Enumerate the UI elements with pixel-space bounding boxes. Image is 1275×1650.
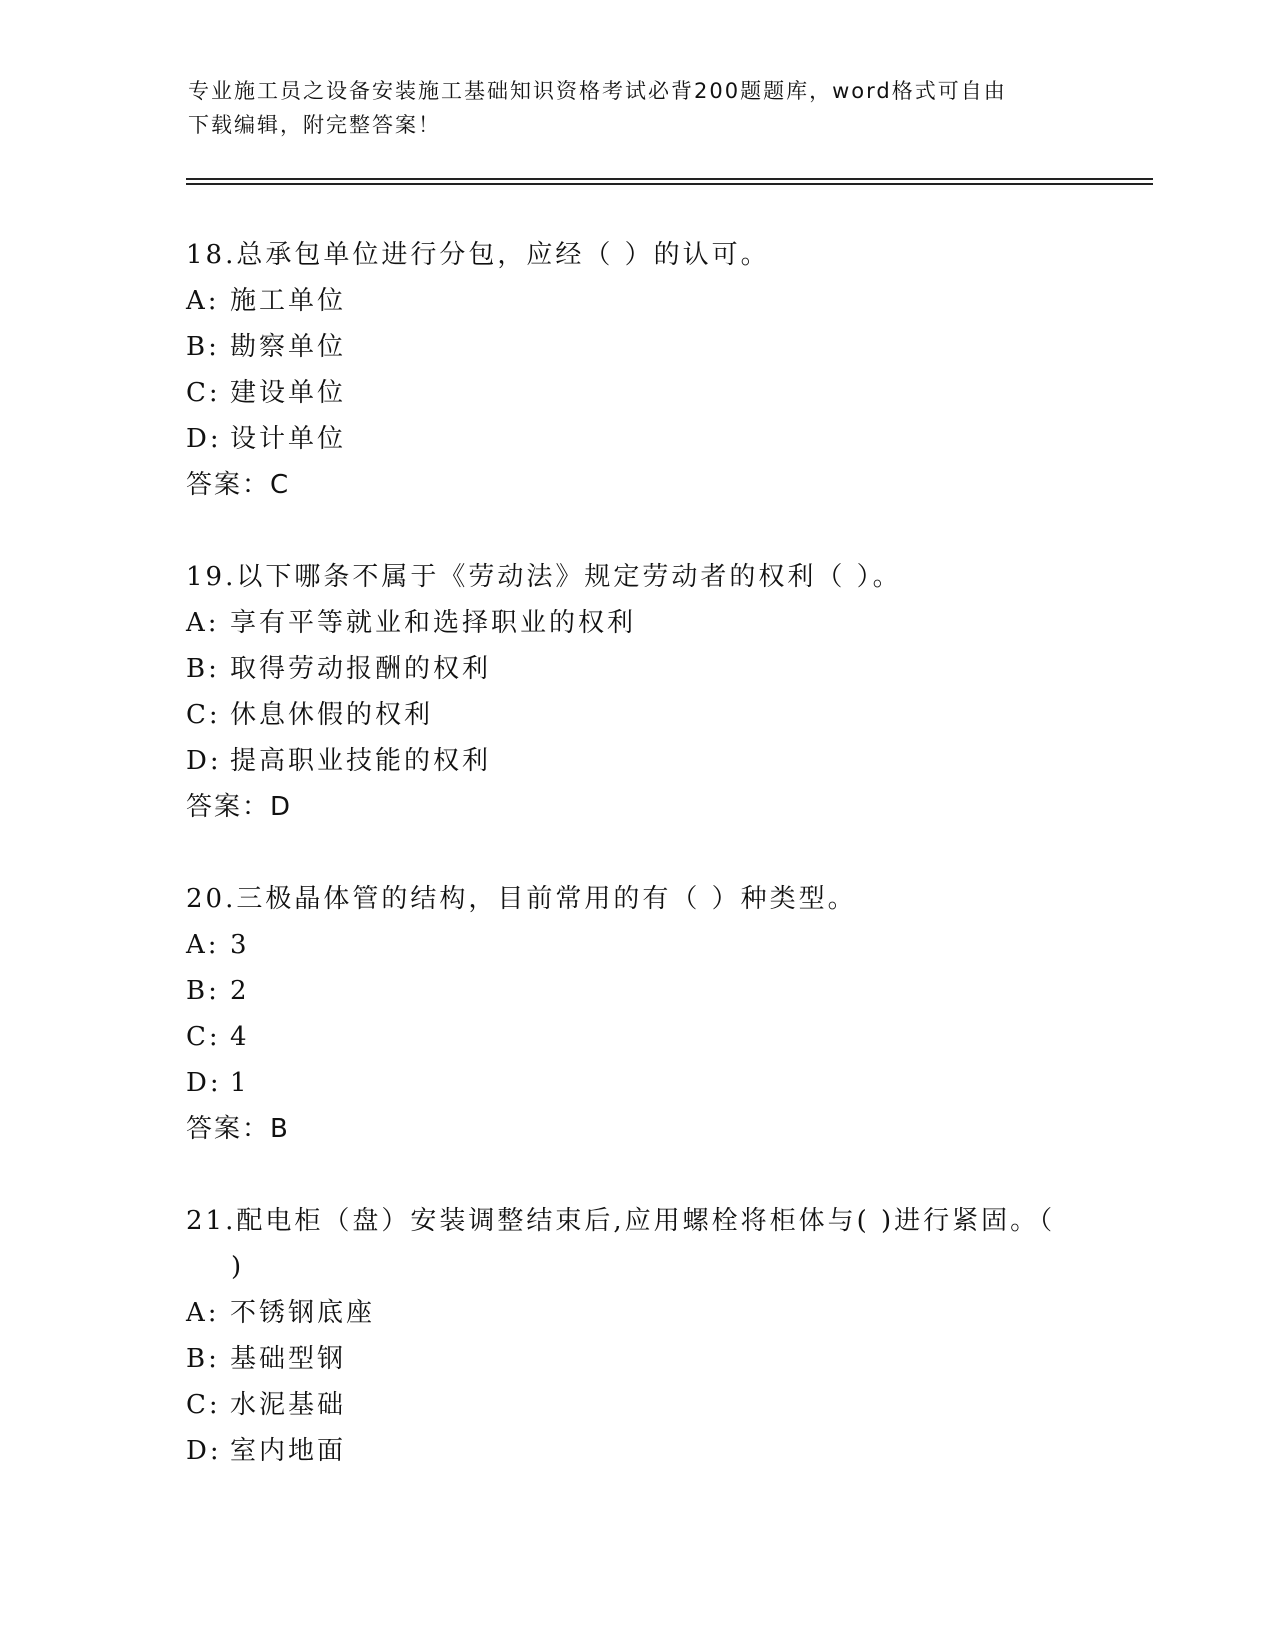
- header-divider-top: [186, 178, 1153, 180]
- option-letter: D:: [186, 424, 222, 454]
- question-stem-continuation: ): [231, 1252, 245, 1282]
- option-d: [186, 416, 1086, 462]
- option-text: 基础型钢: [230, 1344, 347, 1374]
- option-a: [186, 1290, 1086, 1336]
- question-21: [186, 1198, 1086, 1474]
- option-text: 享有平等就业和选择职业的权利: [230, 608, 637, 638]
- option-text: 取得劳动报酬的权利: [230, 654, 492, 684]
- question-stem: 20.三极晶体管的结构，目前常用的有（ ）种类型。: [186, 884, 857, 914]
- option-letter: A:: [186, 1298, 220, 1328]
- option-text: 3: [230, 930, 250, 960]
- question-stem: 18.总承包单位进行分包，应经（ ）的认可。: [186, 240, 770, 270]
- option-text: 勘察单位: [230, 332, 347, 362]
- option-a: [186, 922, 1086, 968]
- option-text: 1: [230, 1068, 250, 1098]
- option-letter: A:: [186, 930, 220, 960]
- option-c: [186, 1382, 1086, 1428]
- question-20: [186, 876, 1086, 1152]
- option-letter: D:: [186, 1436, 222, 1466]
- option-letter: D:: [186, 746, 222, 776]
- question-19: [186, 554, 1086, 830]
- option-text: 2: [230, 976, 250, 1006]
- option-text: 提高职业技能的权利: [230, 746, 492, 776]
- option-letter: C:: [186, 378, 221, 408]
- option-letter: A:: [186, 608, 220, 638]
- option-c: [186, 1014, 1086, 1060]
- option-text: 设计单位: [230, 424, 347, 454]
- option-b: [186, 968, 1086, 1014]
- option-a: [186, 278, 1086, 324]
- option-d: [186, 1428, 1086, 1474]
- header-line-2: 下载编辑，附完整答案！: [188, 113, 441, 137]
- option-letter: B:: [186, 654, 220, 684]
- question-stem: 21.配电柜（盘）安装调整结束后,应用螺栓将柜体与( )进行紧固。（: [186, 1206, 1056, 1236]
- header-line-1: 专业施工员之设备安装施工基础知识资格考试必背200题题库，word格式可自由: [188, 79, 1007, 103]
- option-letter: A:: [186, 286, 220, 316]
- header-divider-bottom: [186, 183, 1153, 185]
- option-text: 建设单位: [230, 378, 347, 408]
- option-b: [186, 646, 1086, 692]
- option-text: 水泥基础: [230, 1390, 347, 1420]
- option-letter: B:: [186, 332, 220, 362]
- option-text: 施工单位: [230, 286, 347, 316]
- option-d: [186, 738, 1086, 784]
- option-letter: C:: [186, 1390, 221, 1420]
- option-letter: C:: [186, 1022, 221, 1052]
- option-a: [186, 600, 1086, 646]
- option-letter: B:: [186, 976, 220, 1006]
- option-c: [186, 692, 1086, 738]
- document-header: [188, 74, 1068, 142]
- question-18: [186, 232, 1086, 508]
- option-letter: D:: [186, 1068, 222, 1098]
- answer-line: 答案：D: [186, 792, 293, 822]
- option-d: [186, 1060, 1086, 1106]
- option-text: 休息休假的权利: [230, 700, 434, 730]
- option-text: 4: [230, 1022, 250, 1052]
- answer-line: 答案：B: [186, 1114, 290, 1144]
- question-stem: 19.以下哪条不属于《劳动法》规定劳动者的权利（ ）。: [186, 562, 902, 592]
- option-b: [186, 1336, 1086, 1382]
- option-c: [186, 370, 1086, 416]
- option-letter: B:: [186, 1344, 220, 1374]
- option-text: 室内地面: [230, 1436, 347, 1466]
- option-b: [186, 324, 1086, 370]
- answer-line: 答案：C: [186, 470, 291, 500]
- option-letter: C:: [186, 700, 221, 730]
- option-text: 不锈钢底座: [230, 1298, 376, 1328]
